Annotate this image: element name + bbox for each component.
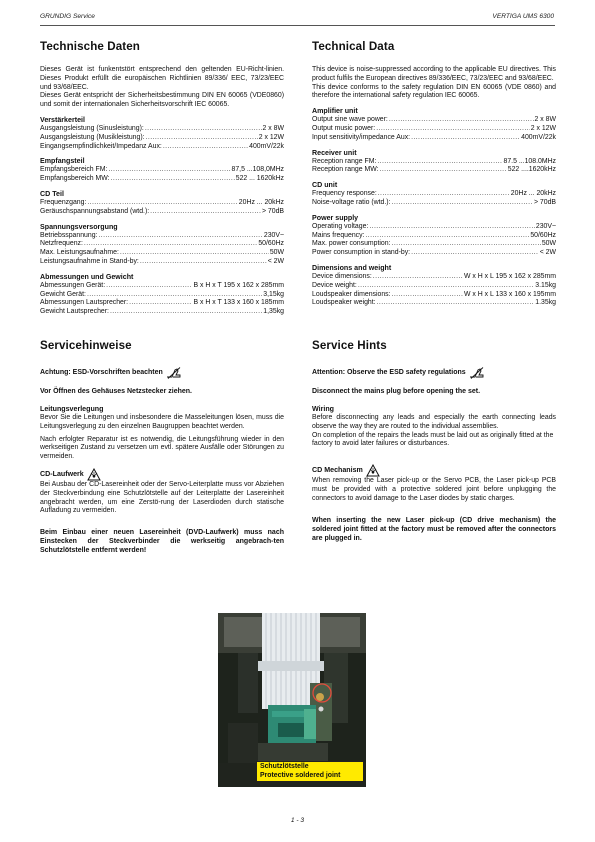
spec-row	[312, 158, 556, 167]
spec-value: 230V~	[263, 231, 284, 239]
spec-row	[312, 249, 556, 258]
wiring-text-en-2: On completion of the repairs the leads must be laid out as originally fitted at the factory to avoid later failures or disturbances.	[312, 431, 554, 448]
intro-de-p1: Dieses Gerät ist funkentstört entsprechend den geltenden EU-Richt-linien. Dieses Produkt erfüllt die europäischen Richtlinien 89/336/ EEC, 73/23/EEC und 93/68/EEC.	[40, 66, 284, 91]
dot-leader	[392, 291, 463, 300]
spec-value: 50W	[269, 249, 284, 257]
caption-de: Schutzlötstelle	[260, 763, 309, 770]
spec-value: 3,15kg	[263, 290, 284, 298]
spec-label: Output music power:	[312, 124, 376, 132]
service-title-de: Servicehinweise	[40, 339, 132, 352]
spec-row	[312, 166, 556, 175]
spec-section-title: Verstärkerteil	[40, 115, 85, 124]
wiring-text-de-1: Bevor Sie die Leitungen und insbesondere die Masseleitungen lösen, muss die Leitungsverlegung zu den einzelnen Baugruppen beachtet werden.	[40, 414, 284, 430]
spec-row	[312, 282, 556, 291]
spec-value: < 2W	[267, 257, 284, 265]
dot-leader	[411, 134, 520, 143]
wiring-text-en-1: Before disconnecting any leads and especially the earth connecting leads observe the way they are routed to the individual assemblies.	[312, 414, 556, 430]
cd-title-de: CD-Laufwerk	[40, 469, 84, 478]
dot-leader	[98, 232, 262, 241]
spec-value: W x H x L 195 x 162 x 285mm	[463, 272, 556, 280]
spec-value: 3.15kg	[535, 281, 556, 289]
spec-value: 2 x 8W	[534, 116, 556, 124]
spec-value: 20Hz ... 20kHz	[238, 198, 284, 206]
spec-row	[40, 208, 284, 217]
spec-label: Empfangsbereich MW:	[40, 175, 110, 183]
spec-row	[40, 249, 284, 258]
spec-row	[40, 299, 284, 308]
esd-warning-de	[40, 366, 284, 379]
technical-data-de	[40, 40, 284, 317]
spec-value: 2 x 12W	[530, 124, 556, 132]
spec-value: 400mV/22k	[521, 133, 556, 141]
dot-leader	[376, 125, 530, 134]
dot-leader	[369, 223, 535, 232]
spec-label: Gewicht Lautsprecher:	[40, 308, 109, 316]
spec-label: Ausgangsleistung (Musikleistung):	[40, 133, 145, 141]
header-model: VERTIGA UMS 6300	[492, 13, 554, 20]
spec-row	[40, 291, 284, 300]
cd-title-row-en	[312, 464, 556, 477]
dot-leader	[163, 143, 248, 152]
intro-de-p2: Dieses Gerät entspricht der Sicherheitsbestimmung DIN EN 60065 (VDE0860) und somit der internationalen Sicherheitsvorschrift IEC 60065.	[40, 92, 284, 109]
spec-label: Eingangsempfindlichkeit/Impedanz Aux:	[40, 142, 162, 150]
spec-label: Ausgangsleistung (Sinusleistung):	[40, 124, 144, 132]
spec-value: 1.35kg	[535, 299, 556, 307]
spec-label: Operating voltage:	[312, 222, 369, 230]
spec-value: 230V~	[535, 222, 556, 230]
spec-row	[312, 190, 556, 199]
intro-de	[40, 66, 284, 110]
dot-leader	[140, 258, 267, 267]
cd-title-en: CD Mechanism	[312, 466, 363, 475]
laser-warning-icon	[366, 464, 380, 477]
dot-leader	[358, 282, 534, 291]
intro-en-p1: This device is noise-suppressed according to the applicable EU directives. This product fulfils the European directives 89/336/EEC, 73/23/EEC and 93/68/EEC.	[312, 66, 556, 82]
spec-value: B x H x T 195 x 162 x 285mm	[193, 281, 284, 289]
laser-warning-icon	[87, 468, 101, 481]
esd-warning-en	[312, 366, 556, 379]
spec-section-title: Spannungsversorgung	[40, 222, 118, 231]
spec-row	[40, 166, 284, 175]
dot-leader	[150, 208, 261, 217]
spec-label: Max. power consumption:	[312, 240, 391, 248]
service-hints-en	[312, 339, 556, 543]
dot-leader	[87, 199, 237, 208]
spec-label: Betriebsspannung:	[40, 231, 98, 239]
spec-row	[40, 258, 284, 267]
spec-row	[312, 291, 556, 300]
spec-section-title: Empfangsteil	[40, 157, 85, 166]
spec-row	[40, 125, 284, 134]
intro-en	[312, 66, 556, 101]
spec-row	[40, 308, 284, 317]
spec-value: 522 ....1620kHz	[507, 166, 556, 174]
spec-value: 522 ... 1620kHz	[235, 175, 284, 183]
spec-value: 2 x 8W	[262, 124, 284, 132]
esd-warning-text-de: Achtung: ESD-Vorschriften beachten	[40, 369, 163, 376]
spec-value: 87.5 ...108.0MHz	[503, 157, 556, 165]
dot-leader	[111, 175, 235, 184]
spec-value: 87,5 ...108,0MHz	[231, 166, 284, 174]
spec-value: 50/60Hz	[258, 240, 284, 248]
mains-warning-en: Disconnect the mains plug before opening the set.	[312, 388, 481, 395]
dot-leader	[108, 166, 230, 175]
dot-leader	[106, 282, 192, 291]
spec-row	[312, 232, 556, 241]
spec-value: > 70dB	[533, 198, 556, 206]
spec-value: 1,35kg	[263, 308, 284, 316]
spec-label: Loudspeaker dimensions:	[312, 290, 391, 298]
spec-value: < 2W	[539, 249, 556, 257]
header-manufacturer: GRUNDIG Service	[40, 13, 95, 20]
cd-text-en: When removing the Laser pick-up or the Servo PCB, the Laser pick-up PCB must be provided with a protective soldered joint before unplugging the connectors to avoid damage to the Laser diodes by static charges.	[312, 477, 556, 502]
spec-value: 20Hz ... 20kHz	[510, 190, 556, 198]
spec-row	[40, 134, 284, 143]
dot-leader	[129, 299, 192, 308]
spec-section-title: Power supply	[312, 213, 359, 222]
caption-en: Protective soldered joint	[260, 771, 341, 779]
spec-label: Leistungsaufnahme in Stand-by:	[40, 257, 139, 265]
spec-label: Abmessungen Gerät:	[40, 281, 106, 289]
mains-warning-de: Vor Öffnen des Gehäuses Netzstecker ziehen.	[40, 388, 192, 395]
dot-leader	[377, 158, 502, 167]
spec-label: Geräuschspannungsabstand (wtd.):	[40, 207, 150, 215]
dot-leader	[365, 232, 529, 241]
spec-value: 400mV/22k	[249, 142, 284, 150]
spec-value: 50/60Hz	[530, 231, 556, 239]
spec-label: Gewicht Gerät:	[40, 290, 86, 298]
spec-row	[312, 223, 556, 232]
dot-leader	[146, 134, 258, 143]
cd-title-row-de	[40, 468, 284, 481]
dot-leader	[392, 240, 541, 249]
dot-leader	[110, 308, 262, 317]
esd-warning-text-en: Attention: Observe the ESD safety regulations	[312, 369, 466, 376]
spec-label: Reception range MW:	[312, 166, 379, 174]
spec-label: Max. Leistungsaufnahme:	[40, 249, 119, 257]
technical-data-title-en: Technical Data	[312, 40, 395, 53]
wiring-title-de: Leitungsverlegung	[40, 405, 104, 413]
spec-list-de	[40, 116, 284, 317]
dot-leader	[389, 116, 534, 125]
service-hints-de	[40, 339, 284, 555]
final-warning-de: Beim Einbau einer neuen Lasereinheit (DVD-Laufwerk) muss nach Einstecken der Steckverbinder die werkseitig angebrach-ten Schutzlötstelle entfernt werden!	[40, 529, 284, 555]
spec-section-title: Receiver unit	[312, 148, 357, 157]
spec-row	[312, 116, 556, 125]
esd-hand-icon	[166, 366, 182, 379]
technical-data-en	[312, 40, 556, 308]
spec-row	[312, 273, 556, 282]
spec-label: Device weight:	[312, 281, 357, 289]
spec-value: B x H x T 133 x 160 x 185mm	[193, 299, 284, 307]
spec-value: 2 x 12W	[258, 133, 284, 141]
dot-leader	[120, 249, 269, 258]
spec-value: > 70dB	[261, 207, 284, 215]
esd-hand-icon	[469, 366, 485, 379]
spec-row	[40, 175, 284, 184]
spec-label: Mains frequency:	[312, 231, 365, 239]
spec-row	[40, 143, 284, 152]
spec-row	[40, 232, 284, 241]
spec-row	[40, 240, 284, 249]
spec-label: Input sensitivity/impedance Aux:	[312, 133, 411, 141]
spec-label: Abmessungen Lautsprecher:	[40, 299, 129, 307]
dot-leader	[87, 291, 262, 300]
wiring-title-en: Wiring	[312, 405, 335, 413]
spec-value: 50W	[541, 240, 556, 248]
page-number: 1 - 3	[290, 817, 305, 824]
spec-label: Empfangsbereich FM:	[40, 166, 108, 174]
service-title-en: Service Hints	[312, 339, 387, 352]
dot-leader	[411, 249, 539, 258]
spec-label: Output sine wave power:	[312, 116, 388, 124]
dot-leader	[380, 166, 507, 175]
spec-section-title: CD Teil	[40, 189, 64, 198]
spec-label: Reception range FM:	[312, 157, 377, 165]
header-divider	[40, 25, 555, 26]
dot-leader	[377, 299, 535, 308]
intro-en-p2: This device conforms to the safety regulation DIN EN 60065 (VDE 0860) and therefore the international safety regulation IEC 60065.	[312, 83, 556, 100]
dot-leader	[392, 199, 533, 208]
dot-leader	[378, 190, 510, 199]
spec-label: Power consumption in stand-by:	[312, 249, 411, 257]
spec-label: Loudspeaker weight:	[312, 299, 376, 307]
spec-label: Frequenzgang:	[40, 198, 87, 206]
wiring-text-de-2: Nach erfolgter Reparatur ist es notwendig, die Leitungsführung wieder in den werkseitigen Zustand zu versetzen um evtl. spätere Ausfälle oder Störungen zu vermeiden.	[40, 435, 284, 461]
spec-value: W x H x L 133 x 160 x 195mm	[463, 290, 556, 298]
spec-section-title: Abmessungen und Gewicht	[40, 272, 134, 281]
spec-section-title: Dimensions and weight	[312, 263, 392, 272]
dot-leader	[84, 240, 257, 249]
spec-section-title: Amplifier unit	[312, 107, 358, 116]
spec-row	[312, 134, 556, 143]
spec-row	[312, 199, 556, 208]
final-warning-en: When inserting the new Laser pick-up (CD drive mechanism) the soldered joint fitted at the factory must be removed after the connectors are plugged in.	[312, 516, 556, 542]
spec-section-title: CD unit	[312, 181, 338, 190]
dot-leader	[145, 125, 262, 134]
dot-leader	[373, 273, 463, 282]
spec-row	[312, 125, 556, 134]
spec-row	[312, 299, 556, 308]
spec-list-en	[312, 107, 556, 308]
technical-data-title-de: Technische Daten	[40, 40, 140, 53]
spec-row	[312, 240, 556, 249]
spec-label: Device dimensions:	[312, 272, 372, 280]
cd-text-de: Bei Ausbau der CD-Lasereinheit oder der Servo-Leiterplatte muss vor Abziehen der Steckverbindung eine Schutzlötstelle auf der Leiterplatte der Lasereinheit angebracht werden, um eine Zerstö-rung der Laserdioden durch statische Aufladung zu vermeiden.	[40, 480, 284, 515]
photo-caption	[256, 761, 364, 782]
spec-label: Frequency response:	[312, 190, 377, 198]
spec-label: Netzfrequenz:	[40, 240, 83, 248]
spec-row	[40, 199, 284, 208]
spec-row	[40, 282, 284, 291]
spec-label: Noise-voltage ratio (wtd.):	[312, 198, 391, 206]
